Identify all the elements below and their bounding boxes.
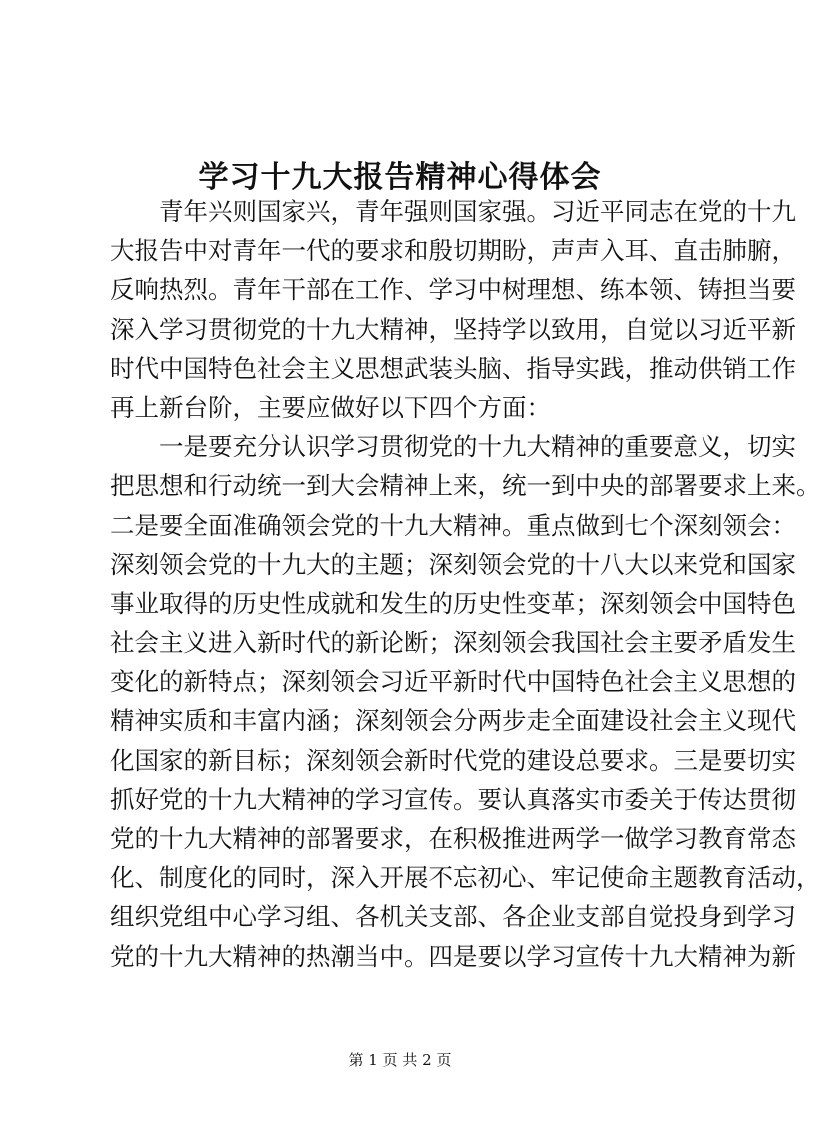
- text-line: 再上新台阶，主要应做好以下四个方面：: [110, 392, 551, 422]
- text-line: 青年兴则国家兴，青年强则国家强。习近平同志在党的十九: [159, 197, 796, 226]
- text-line: 把思想和行动统一到大会精神上来，统一到中央的部署要求上来。: [110, 471, 821, 501]
- text-line: 大报告中对青年一代的要求和殷切期盼，声声入耳、直击肺腑，: [110, 236, 796, 266]
- text-line: 党的十九大精神的热潮当中。四是要以学习宣传十九大精神为新: [110, 941, 796, 971]
- text-line: 时代中国特色社会主义思想武装头脑、指导实践，推动供销工作: [110, 353, 796, 383]
- text-line: 精神实质和丰富内涵；深刻领会分两步走全面建设社会主义现代: [110, 706, 796, 736]
- text-line: 化、制度化的同时，深入开展不忘初心、牢记使命主题教育活动，: [110, 863, 821, 893]
- text-line: 抓好党的十九大精神的学习宣传。要认真落实市委关于传达贯彻: [110, 784, 796, 814]
- text-line: 化国家的新目标；深刻领会新时代党的建设总要求。三是要切实: [110, 745, 796, 775]
- text-line: 组织党组中心学习组、各机关支部、各企业支部自觉投身到学习: [110, 902, 796, 932]
- text-line: 深入学习贯彻党的十九大精神，坚持学以致用，自觉以习近平新: [110, 314, 796, 344]
- text-line: 社会主义进入新时代的新论断；深刻领会我国社会主要矛盾发生: [110, 628, 796, 658]
- page-footer: 第 1 页 共 2 页: [348, 1051, 452, 1069]
- text-line: 变化的新特点；深刻领会习近平新时代中国特色社会主义思想的: [110, 667, 796, 697]
- text-line: 事业取得的历史性成就和发生的历史性变革；深刻领会中国特色: [110, 588, 796, 618]
- text-line: 党的十九大精神的部署要求，在积极推进两学一做学习教育常态: [110, 824, 796, 853]
- text-line: 一是要充分认识学习贯彻党的十九大精神的重要意义，切实: [159, 432, 796, 462]
- document-title: 学习十九大报告精神心得体会: [198, 160, 602, 196]
- text-line: 二是要全面准确领会党的十九大精神。重点做到七个深刻领会：: [110, 510, 796, 540]
- text-line: 反响热烈。青年干部在工作、学习中树理想、练本领、铸担当要: [110, 275, 796, 305]
- text-line: 深刻领会党的十九大的主题；深刻领会党的十八大以来党和国家: [110, 549, 796, 579]
- document-body: [110, 192, 821, 976]
